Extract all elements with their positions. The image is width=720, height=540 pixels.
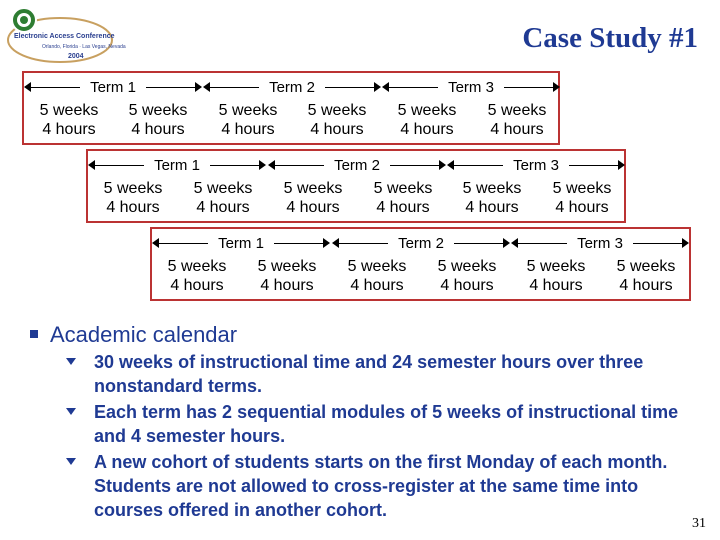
module-cell — [292, 101, 382, 139]
sub-bullet — [66, 400, 700, 448]
module-cell — [472, 101, 562, 139]
module-hours: 4 hours — [42, 121, 96, 138]
arrow-right-icon — [618, 160, 625, 170]
module-hours: 4 hours — [440, 277, 494, 294]
logo-year: 2004 — [68, 53, 84, 60]
module-weeks: 5 weeks — [283, 180, 343, 197]
module-weeks: 5 weeks — [128, 102, 188, 119]
module-hours: 4 hours — [170, 277, 224, 294]
arrow-right-icon — [553, 82, 560, 92]
arrow-right-icon — [374, 82, 381, 92]
module-weeks: 5 weeks — [437, 258, 497, 275]
term-label: Term 2 — [269, 79, 315, 96]
module-weeks: 5 weeks — [103, 180, 163, 197]
arrow-right-icon — [195, 82, 202, 92]
module-cell — [242, 257, 332, 295]
main-bullet — [30, 322, 700, 348]
module-hours: 4 hours — [555, 199, 609, 216]
term-label: Term 1 — [218, 235, 264, 252]
module-hours: 4 hours — [619, 277, 673, 294]
term-label: Term 3 — [577, 235, 623, 252]
arrow-right-icon — [503, 238, 510, 248]
term-label: Term 3 — [513, 157, 559, 174]
triangle-bullet-icon — [66, 458, 76, 465]
triangle-bullet-icon — [66, 358, 76, 365]
bullet-list — [30, 322, 700, 522]
term-label: Term 2 — [334, 157, 380, 174]
term-label: Term 2 — [398, 235, 444, 252]
module-hours: 4 hours — [376, 199, 430, 216]
term-span — [511, 229, 689, 257]
module-weeks: 5 weeks — [39, 102, 99, 119]
module-hours: 4 hours — [529, 277, 583, 294]
module-hours: 4 hours — [221, 121, 275, 138]
module-cell — [88, 179, 178, 217]
module-cell — [537, 179, 627, 217]
module-cell — [203, 101, 293, 139]
module-cell — [447, 179, 537, 217]
module-hours: 4 hours — [400, 121, 454, 138]
module-cell — [152, 257, 242, 295]
arrow-right-icon — [323, 238, 330, 248]
module-cell — [332, 257, 422, 295]
module-weeks: 5 weeks — [257, 258, 317, 275]
logo-location: Orlando, Florida · Las Vegas, Nevada — [42, 44, 126, 50]
triangle-bullet-icon — [66, 408, 76, 415]
cohort-timeline — [150, 227, 691, 301]
module-cell — [113, 101, 203, 139]
term-span — [332, 229, 510, 257]
sub-bullet — [66, 350, 700, 398]
module-hours: 4 hours — [490, 121, 544, 138]
term-span — [203, 73, 381, 101]
module-weeks: 5 weeks — [487, 102, 547, 119]
module-cell — [511, 257, 601, 295]
module-hours: 4 hours — [106, 199, 160, 216]
sub-bullet-text: 30 weeks of instructional time and 24 semester hours over three nonstandard terms. — [94, 352, 644, 396]
sub-bullet — [66, 450, 700, 522]
module-cell — [422, 257, 512, 295]
bullet-heading: Academic calendar — [50, 322, 238, 347]
module-hours: 4 hours — [286, 199, 340, 216]
module-hours: 4 hours — [310, 121, 364, 138]
module-cell — [24, 101, 114, 139]
module-weeks: 5 weeks — [552, 180, 612, 197]
module-cell — [358, 179, 448, 217]
term-span — [88, 151, 266, 179]
term-span — [152, 229, 330, 257]
conference-logo — [4, 4, 126, 66]
module-cell — [382, 101, 472, 139]
term-label: Term 1 — [154, 157, 200, 174]
square-bullet-icon — [30, 330, 38, 338]
module-weeks: 5 weeks — [307, 102, 367, 119]
arrow-right-icon — [259, 160, 266, 170]
arrow-right-icon — [682, 238, 689, 248]
module-hours: 4 hours — [350, 277, 404, 294]
sub-bullet-text: Each term has 2 sequential modules of 5 weeks of instructional time and 4 semester hours. — [94, 402, 679, 446]
module-hours: 4 hours — [196, 199, 250, 216]
term-span — [447, 151, 625, 179]
module-weeks: 5 weeks — [193, 180, 253, 197]
module-hours: 4 hours — [260, 277, 314, 294]
module-cell — [601, 257, 691, 295]
module-cell — [178, 179, 268, 217]
term-label: Term 3 — [448, 79, 494, 96]
cohort-timeline — [86, 149, 626, 223]
term-span — [382, 73, 560, 101]
logo-text: Electronic Access Conference — [14, 33, 115, 40]
module-weeks: 5 weeks — [347, 258, 407, 275]
cohort-timeline — [22, 71, 560, 145]
module-weeks: 5 weeks — [462, 180, 522, 197]
arrow-right-icon — [439, 160, 446, 170]
module-weeks: 5 weeks — [167, 258, 227, 275]
module-hours: 4 hours — [465, 199, 519, 216]
module-weeks: 5 weeks — [616, 258, 676, 275]
module-weeks: 5 weeks — [218, 102, 278, 119]
module-cell — [268, 179, 358, 217]
sub-bullet-text: A new cohort of students starts on the first Monday of each month. Students are not allowed to cross-register at the same time into courses offered in another cohort. — [94, 452, 668, 520]
module-weeks: 5 weeks — [397, 102, 457, 119]
term-span — [24, 73, 202, 101]
page-number: 31 — [692, 516, 706, 531]
module-hours: 4 hours — [131, 121, 185, 138]
term-span — [268, 151, 446, 179]
slide-title: Case Study #1 — [522, 22, 698, 54]
term-label: Term 1 — [90, 79, 136, 96]
module-weeks: 5 weeks — [526, 258, 586, 275]
module-weeks: 5 weeks — [373, 180, 433, 197]
